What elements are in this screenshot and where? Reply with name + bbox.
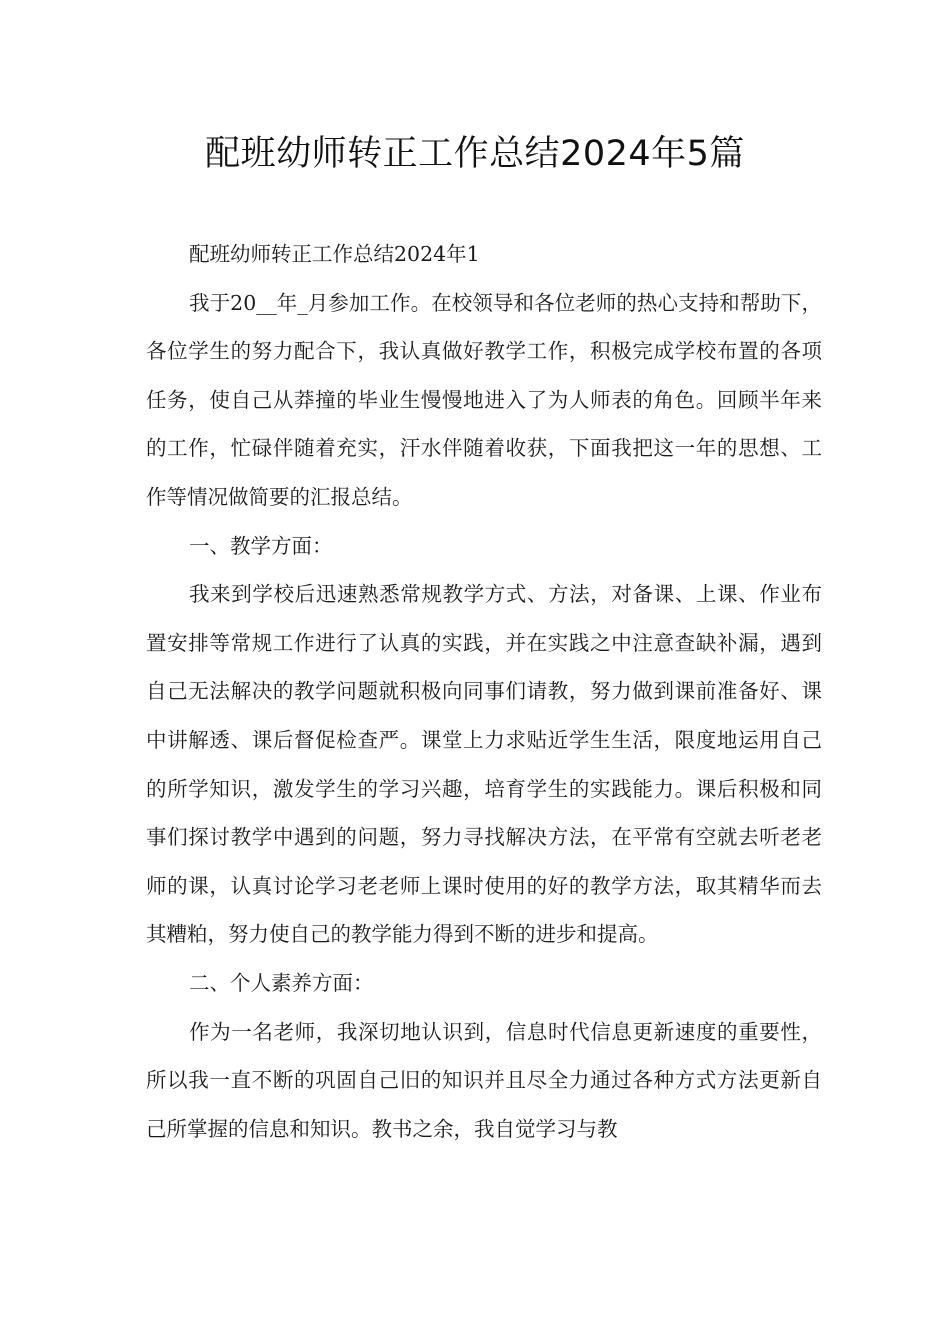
document-body	[146, 230, 822, 1153]
section-heading: 二、个人素养方面：	[189, 970, 374, 995]
paragraph: 我于20__年_月参加工作。在校领导和各位老师的热心支持和帮助下，各位学生的努力配合下，我认真做好教学工作，积极完成学校布置的各项任务，使自己从莽撞的毕业生慢慢地进入了为人师表的角色。回顾半年来的工作，忙碌伴随着充实，汗水伴随着收获，下面我把这一年的思想、工作等情况做简要的汇报总结。	[146, 290, 822, 509]
document-title: 配班幼师转正工作总结2024年5篇	[205, 134, 745, 174]
paragraph: 我来到学校后迅速熟悉常规教学方式、方法，对备课、上课、作业布置安排等常规工作进行了认真的实践，并在实践之中注意查缺补漏，遇到自己无法解决的教学问题就积极向同事们请教，努力做到课前准备好、课中讲解透、课后督促检查严。课堂上力求贴近学生生活，限度地运用自己的所学知识，激发学生的学习兴趣，培育学生的实践能力。课后积极和同事们探讨教学中遇到的问题，努力寻找解决方法，在平常有空就去听老老师的课，认真讨论学习老老师上课时使用的好的教学方法，取其精华而去其糟粕，努力使自己的教学能力得到不断的进步和提高。	[146, 582, 822, 947]
section-heading: 配班幼师转正工作总结2024年1	[189, 242, 480, 266]
section-heading: 一、教学方面：	[189, 533, 333, 558]
paragraph: 作为一名老师，我深切地认识到，信息时代信息更新速度的重要性，所以我一直不断的巩固自己旧的知识并且尽全力通过各种方式方法更新自己所掌握的信息和知识。教书之余，我自觉学习与教	[146, 1019, 822, 1141]
